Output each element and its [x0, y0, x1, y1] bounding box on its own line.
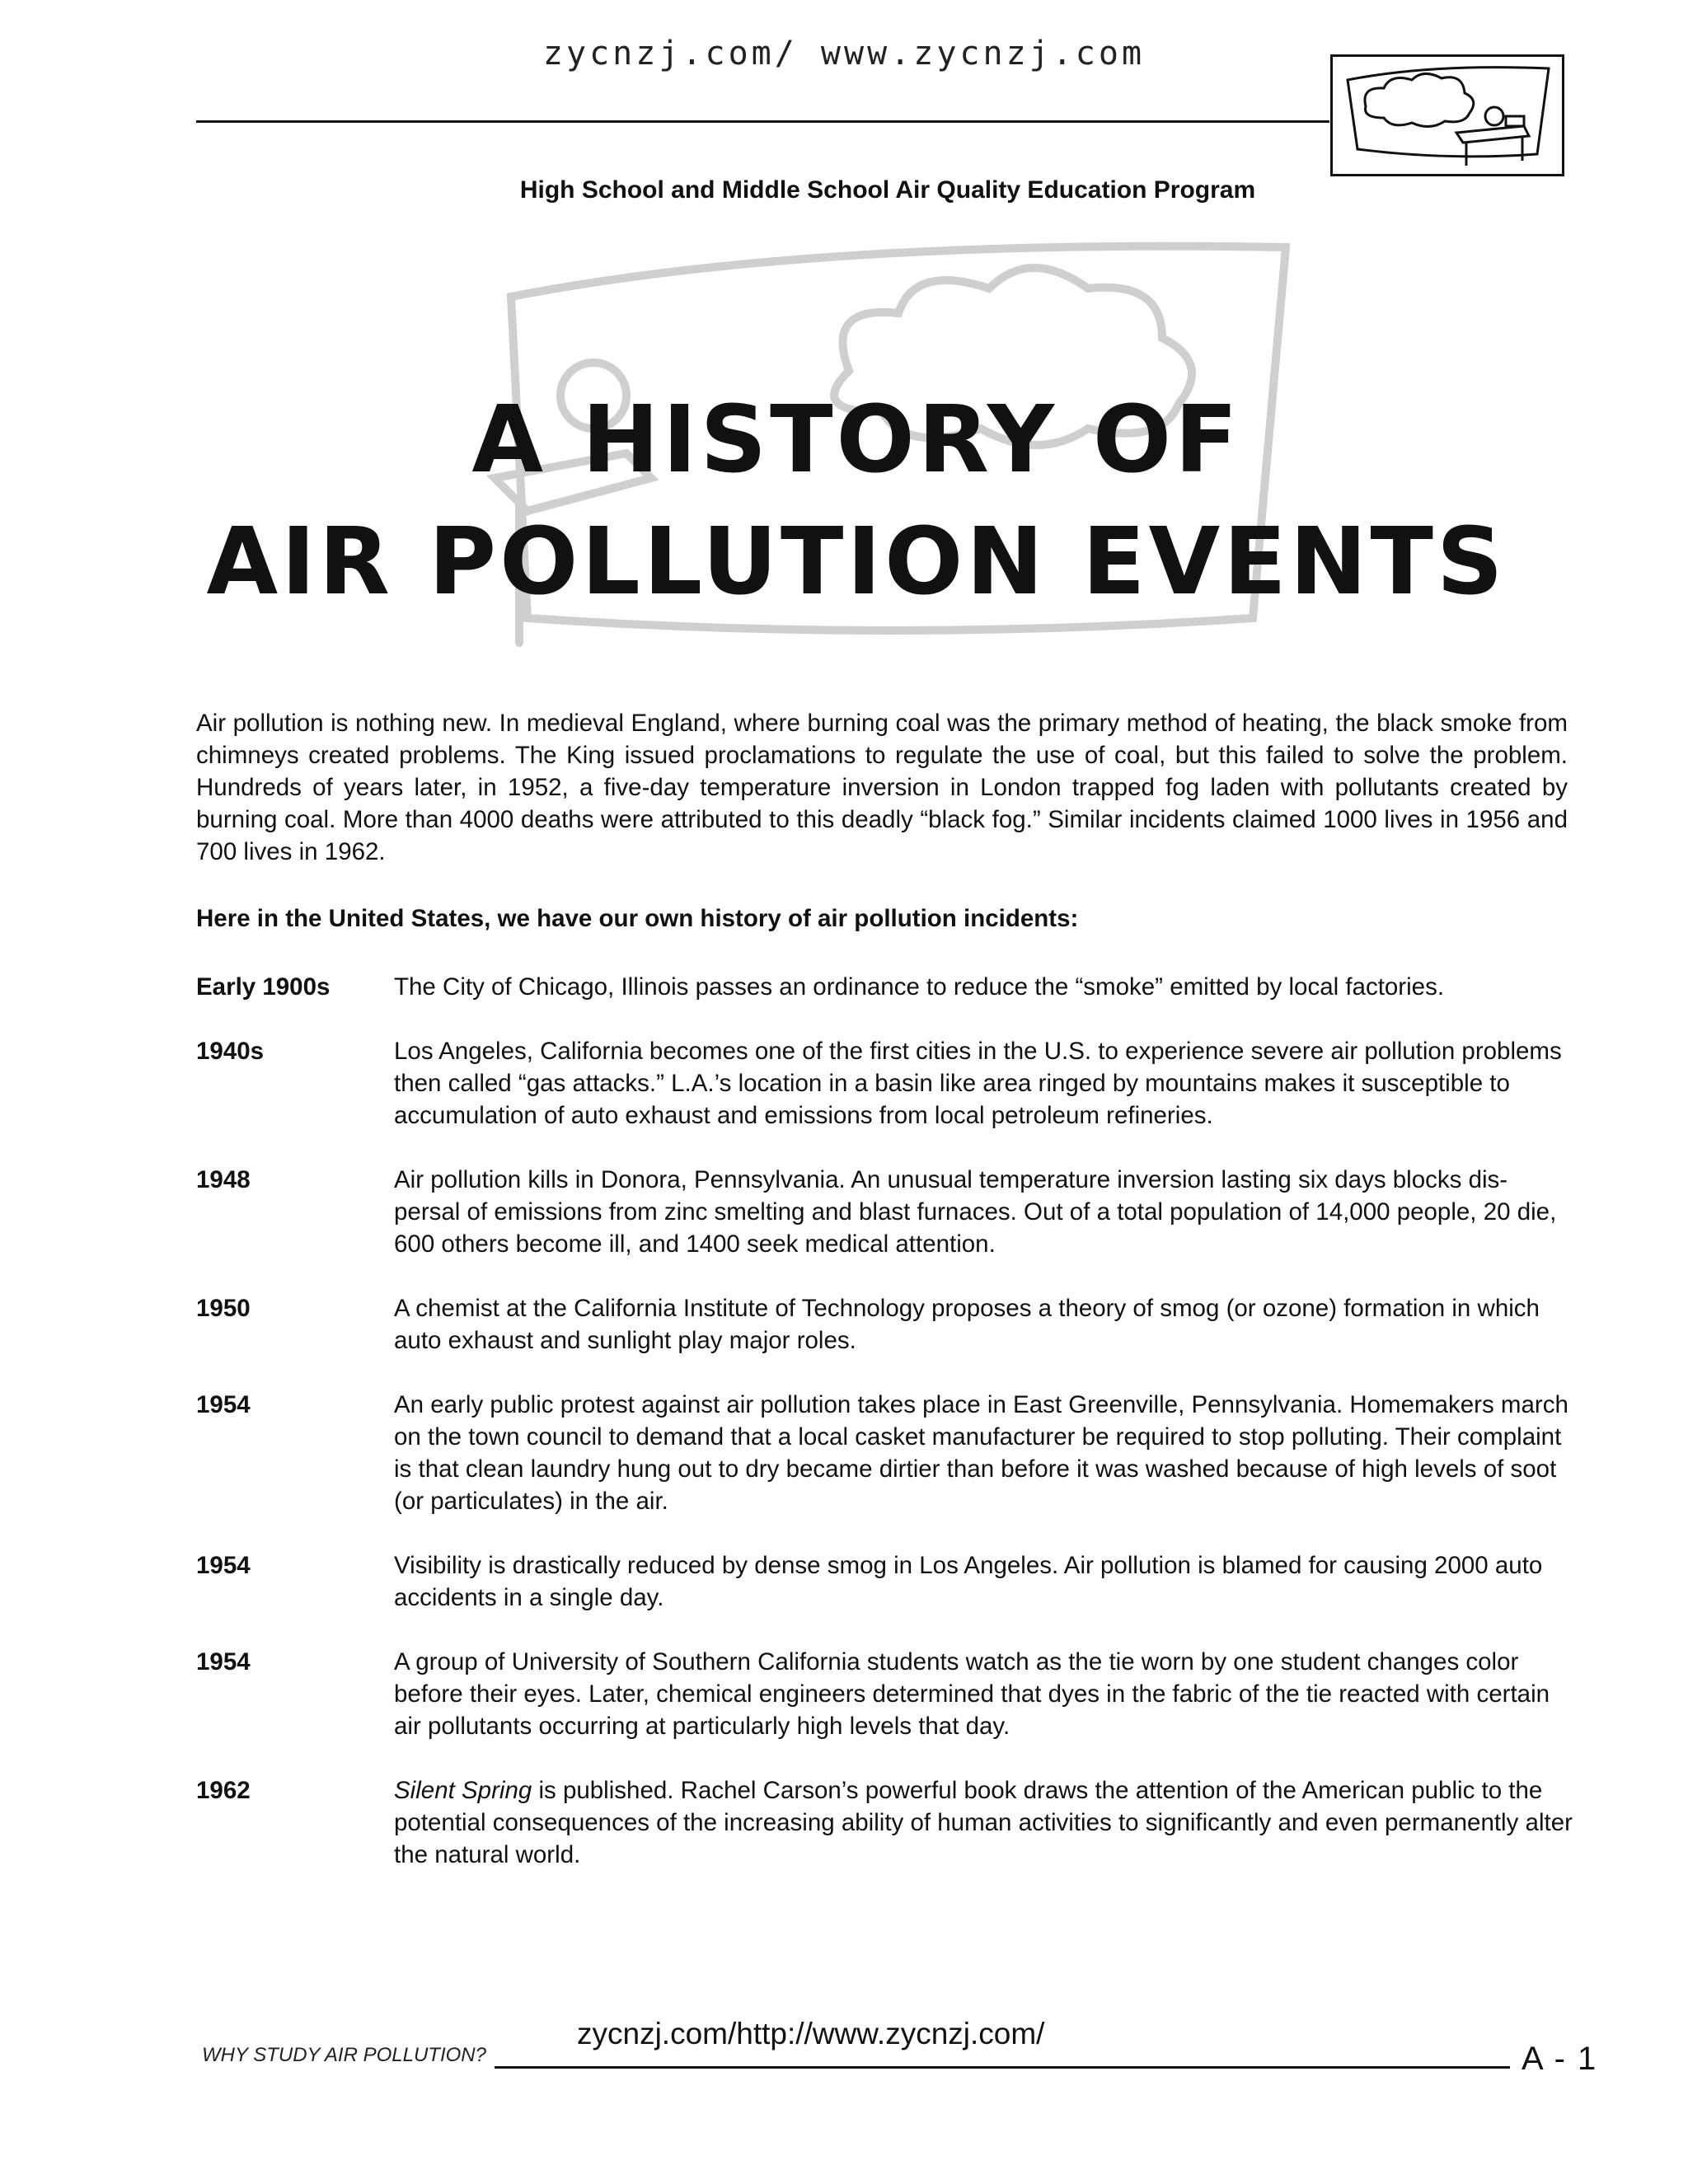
event-item	[196, 1646, 1573, 1742]
event-text-rest: is published. Rachel Carson’s powerful book draws the attention of the American public to the potential consequences of the increasing ability of human activities to significantly and even permanently alter the natural world.	[394, 1777, 1573, 1868]
event-item	[196, 971, 1573, 1003]
events-list	[196, 971, 1573, 1903]
event-item	[196, 1035, 1573, 1132]
book-title: Silent Spring	[394, 1777, 532, 1804]
event-date: 1950	[196, 1295, 251, 1322]
page-number: A - 1	[1522, 2041, 1598, 2077]
main-title-line-1: A HISTORY OF	[471, 387, 1241, 494]
footer-section-label: WHY STUDY AIR POLLUTION?	[202, 2044, 486, 2066]
event-date: 1962	[196, 1777, 251, 1804]
intro-paragraph: Air pollution is nothing new. In medieval England, where burning coal was the primary method of heating, the black smoke from chimneys created problems. The King issued proclamations to regulate the use of coal, but this failed to solve the problem. Hundreds of years later, in 1952, a five-day temperature inversion in London trapped fog laden with pollutants created by burning coal. More than 4000 deaths were attributed to this deadly “black fog.” Similar incidents claimed 1000 lives in 1956 and 700 lives in 1962.	[196, 710, 1568, 865]
logo-illustration	[1333, 57, 1562, 174]
event-text: An early public protest against air pollution takes place in East Greenville, Pennsylvania. Homemakers march on the town council to demand that a local casket manufacturer be required to stop polluting. Their complaint is that clean laundry hung out to dry became dirtier than before it was washed because of high levels of soot (or particulates) in the air.	[394, 1391, 1568, 1515]
event-date: Early 1900s	[196, 973, 331, 1001]
event-text: A group of University of Southern California students watch as the tie worn by one student changes color before their eyes. Later, chemical engineers determined that dyes in the fabric of the tie reacted with certain air pollutants occurring at particularly high levels that day.	[394, 1648, 1550, 1740]
event-date: 1940s	[196, 1038, 265, 1065]
program-title: High School and Middle School Air Quality Education Program	[519, 176, 1256, 204]
classroom-desk-cloud-icon	[1330, 54, 1564, 176]
events-lead: Here in the United States, we have our own history of air pollution incidents:	[196, 905, 1079, 932]
event-date: 1954	[196, 1648, 251, 1675]
main-title-line-2: AIR POLLUTION EVENTS	[206, 509, 1507, 616]
event-text: A chemist at the California Institute of Technology proposes a theory of smog (or ozone) formation in which auto exhaust and sunlight play major roles.	[394, 1295, 1540, 1354]
event-text: Visibility is drastically reduced by dense smog in Los Angeles. Air pollution is blamed for causing 2000 auto accidents in a single day.	[394, 1552, 1543, 1611]
event-item	[196, 1549, 1573, 1614]
event-date: 1954	[196, 1391, 251, 1418]
event-item	[196, 1292, 1573, 1357]
footer-rule	[495, 2066, 1510, 2069]
footer-url: zycnzj.com/http://www.zycnzj.com/	[577, 2017, 1045, 2050]
event-text: Los Angeles, California becomes one of the first cities in the U.S. to experience severe air pollution problems then called “gas attacks.” L.A.’s location in a basin like area ringed by mountains makes it susceptible to accumulation of auto exhaust and emissions from local petroleum refineries.	[394, 1038, 1562, 1129]
header-rule	[196, 120, 1329, 123]
event-text: The City of Chicago, Illinois passes an ordinance to reduce the “smoke” emitted by local factories.	[394, 973, 1445, 1001]
event-item	[196, 1774, 1573, 1871]
event-text: Air pollution kills in Donora, Pennsylvania. An unusual temperature inversion lasting six days blocks dis-persal of emissions from zinc smelting and blast furnaces. Out of a total population of 14,000 people, 20 die, 600 others become ill, and 1400 seek medical attention.	[394, 1166, 1557, 1258]
event-text	[394, 1774, 1573, 1871]
event-date: 1954	[196, 1552, 251, 1579]
header-url: zycnzj.com/ www.zycnzj.com	[542, 35, 1146, 73]
event-date: 1948	[196, 1166, 251, 1193]
main-title	[0, 379, 1688, 623]
event-item	[196, 1164, 1573, 1260]
event-item	[196, 1389, 1573, 1517]
